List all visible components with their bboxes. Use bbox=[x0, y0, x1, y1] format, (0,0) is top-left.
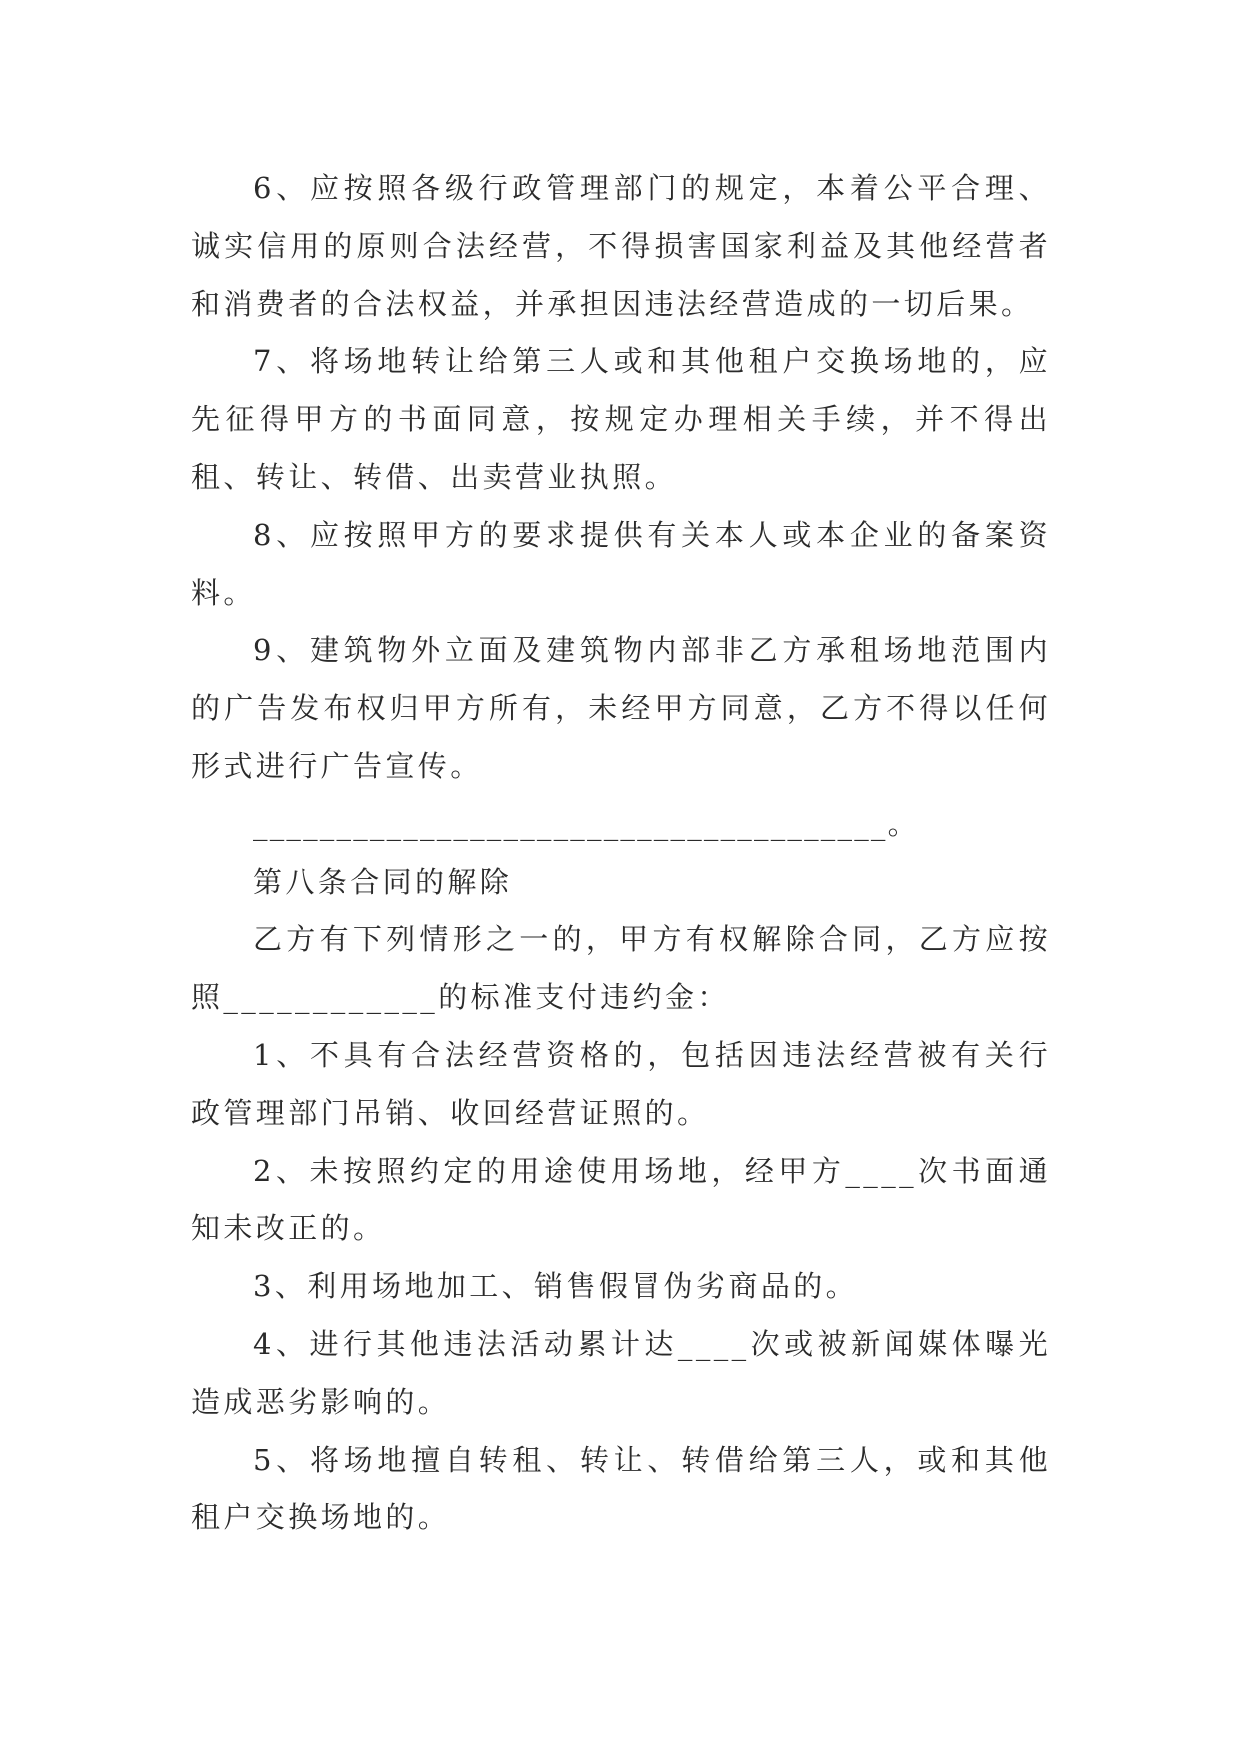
article-8-intro: 乙方有下列情形之一的，甲方有权解除合同，乙方应按照____________的标准支付违约金： bbox=[191, 922, 1051, 1015]
article-8-heading: 第八条合同的解除 bbox=[253, 864, 513, 899]
clause-9: 9、建筑物外立面及建筑物内部非乙方承租场地范围内的广告发布权归甲方所有，未经甲方同意，乙方不得以任何形式进行广告宣传。 bbox=[191, 633, 1051, 783]
blank-fill-line: ______________________________________。 bbox=[253, 806, 919, 841]
termination-item-1: 1、不具有合法经营资格的，包括因违法经营被有关行政管理部门吊销、收回经营证照的。 bbox=[191, 1037, 1051, 1130]
termination-item-4: 4、进行其他违法活动累计达____次或被新闻媒体曝光造成恶劣影响的。 bbox=[191, 1326, 1051, 1419]
document-body bbox=[191, 160, 1051, 1547]
clause-6: 6、应按照各级行政管理部门的规定，本着公平合理、诚实信用的原则合法经营，不得损害国家利益及其他经营者和消费者的合法权益，并承担因违法经营造成的一切后果。 bbox=[191, 171, 1051, 321]
termination-item-2: 2、未按照约定的用途使用场地，经甲方____次书面通知未改正的。 bbox=[191, 1153, 1051, 1246]
termination-item-5: 5、将场地擅自转租、转让、转借给第三人，或和其他租户交换场地的。 bbox=[191, 1442, 1051, 1535]
clause-8: 8、应按照甲方的要求提供有关本人或本企业的备案资料。 bbox=[191, 517, 1051, 610]
clause-7: 7、将场地转让给第三人或和其他租户交换场地的，应先征得甲方的书面同意，按规定办理相关手续，并不得出租、转让、转借、出卖营业执照。 bbox=[191, 344, 1051, 494]
termination-item-3: 3、利用场地加工、销售假冒伪劣商品的。 bbox=[253, 1269, 859, 1304]
